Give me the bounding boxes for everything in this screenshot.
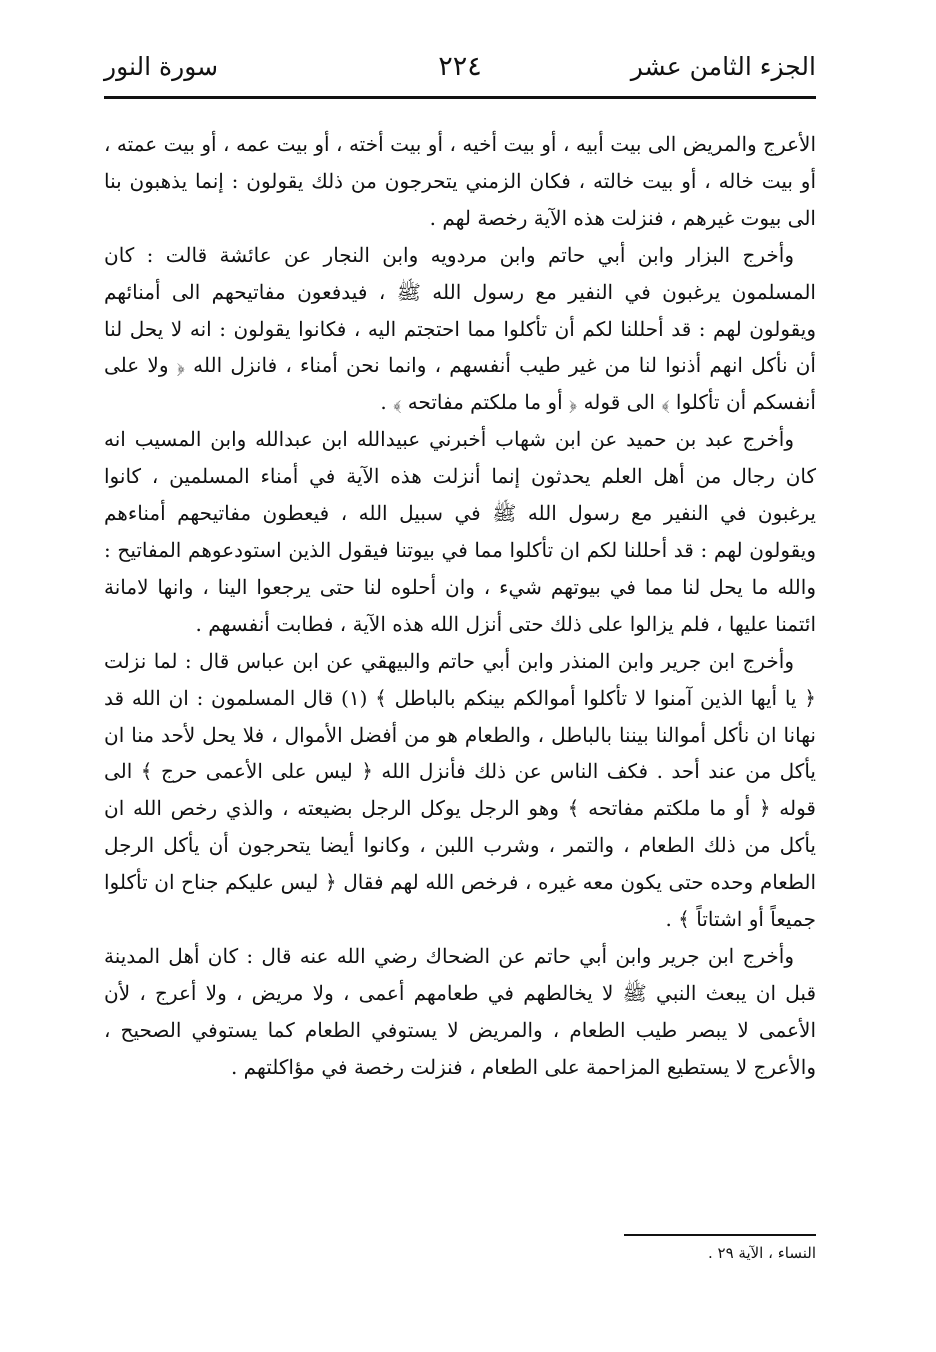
surah-title: سورة النور bbox=[104, 52, 219, 81]
paragraph-3: وأخرج عبد بن حميد عن ابن شهاب أخبرني عبيدالله ابن عبدالله وابن المسيب انه كان رجال من أهل العلم يحدثون إنما أنزلت هذه الآية في أمناء المسلمين ، كانوا يرغبون في النفير مع رسول الله ﷺ في سبيل الله ، فيعطون مفاتيحهم أمناءهم ويقولون لهم : قد أحللنا لكم ان تأكلوا مما في بيوتنا فيقول الذين استودعوهم المفاتيح : والله ما يحل لنا مما في بيوتهم شيء ، وان أحلوه لنا حتى يرجعوا الينا ، وانها لامانة ائتمنا عليها ، فلم يزالوا على ذلك حتى أنزل الله هذه الآية ، فطابت أنفسهم . bbox=[104, 427, 816, 636]
main-text bbox=[104, 126, 816, 1086]
paragraph-1: الأعرج والمريض الى بيت أبيه ، أو بيت أخيه ، أو بيت أخته ، أو بيت عمه ، أو بيت عمته ، أو بيت خاله ، أو بيت خالته ، فكان الزمني يتحرجون من ذلك يقولون : إنما يذهبون بنا الى بيوت غيرهم ، فنزلت هذه الآية رخصة لهم . bbox=[104, 132, 816, 230]
page-number: ٢٢٤ bbox=[438, 51, 482, 82]
paragraph-2: وأخرج البزار وابن أبي حاتم وابن مردويه وابن النجار عن عائشة قالت : كان المسلمون يرغبون في النفير مع رسول الله ﷺ ، فيدفعون مفاتيحهم الى أمنائهم ويقولون لهم : قد أحللنا لكم أن تأكلوا مما احتجتم اليه ، فكانوا يقولون : انه لا يحل لنا أن نأكل انهم أذنوا لنا من غير طيب أنفسهم ، وانما نحن أمناء ، فانزل الله ﴿ ولا على أنفسكم أن تأكلوا ﴾ الى قوله ﴿ أو ما ملكتم مفاتحه ﴾ . bbox=[104, 242, 816, 415]
paragraph-4: وأخرج ابن جرير وابن المنذر وابن أبي حاتم والبيهقي عن ابن عباس قال : لما نزلت ﴿ يا أيها الذين آمنوا لا تأكلوا أموالكم بينكم بالباطل ﴾ (١) قال المسلمون : ان الله قد نهانا ان نأكل أموالنا بيننا بالباطل ، والطعام هو من أفضل الأموال ، فلا يحل لأحد منا ان يأكل من عند أحد . فكف الناس عن ذلك فأنزل الله ﴿ ليس على الأعمى حرج ﴾ الى قوله ﴿ أو ما ملكتم مفاتحه ﴾ وهو الرجل يوكل الرجل بضيعته ، والذي رخص الله ان يأكل من ذلك الطعام ، والتمر ، وشرب اللبن ، وكانوا أيضا يتحرجون أن يأكل الرجل الطعام وحده حتى يكون معه غيره ، فرخص الله لهم فقال ﴿ ليس عليكم جناح ان تأكلوا جميعاً أو اشتاتاً ﴾ . bbox=[104, 648, 817, 932]
footnote-divider bbox=[624, 1234, 816, 1236]
part-title: الجزء الثامن عشر bbox=[630, 52, 816, 81]
header-divider bbox=[104, 96, 816, 99]
page-header bbox=[104, 44, 816, 94]
footnote: النساء ، الآية ٢٩ . bbox=[707, 1244, 816, 1262]
paragraph-5: وأخرج ابن جرير وابن أبي حاتم عن الضحاك رضي الله عنه قال : كان أهل المدينة قبل ان يبعث النبي ﷺ لا يخالطهم في طعامهم أعمى ، ولا مريض ، ولا أعرج ، لأن الأعمى لا يبصر طيب الطعام ، والمريض لا يستوفي الطعام كما يستوفي الصحيح ، والأعرج لا يستطيع المزاحمة على الطعام ، فنزلت رخصة في مؤاكلتهم . bbox=[104, 943, 816, 1079]
